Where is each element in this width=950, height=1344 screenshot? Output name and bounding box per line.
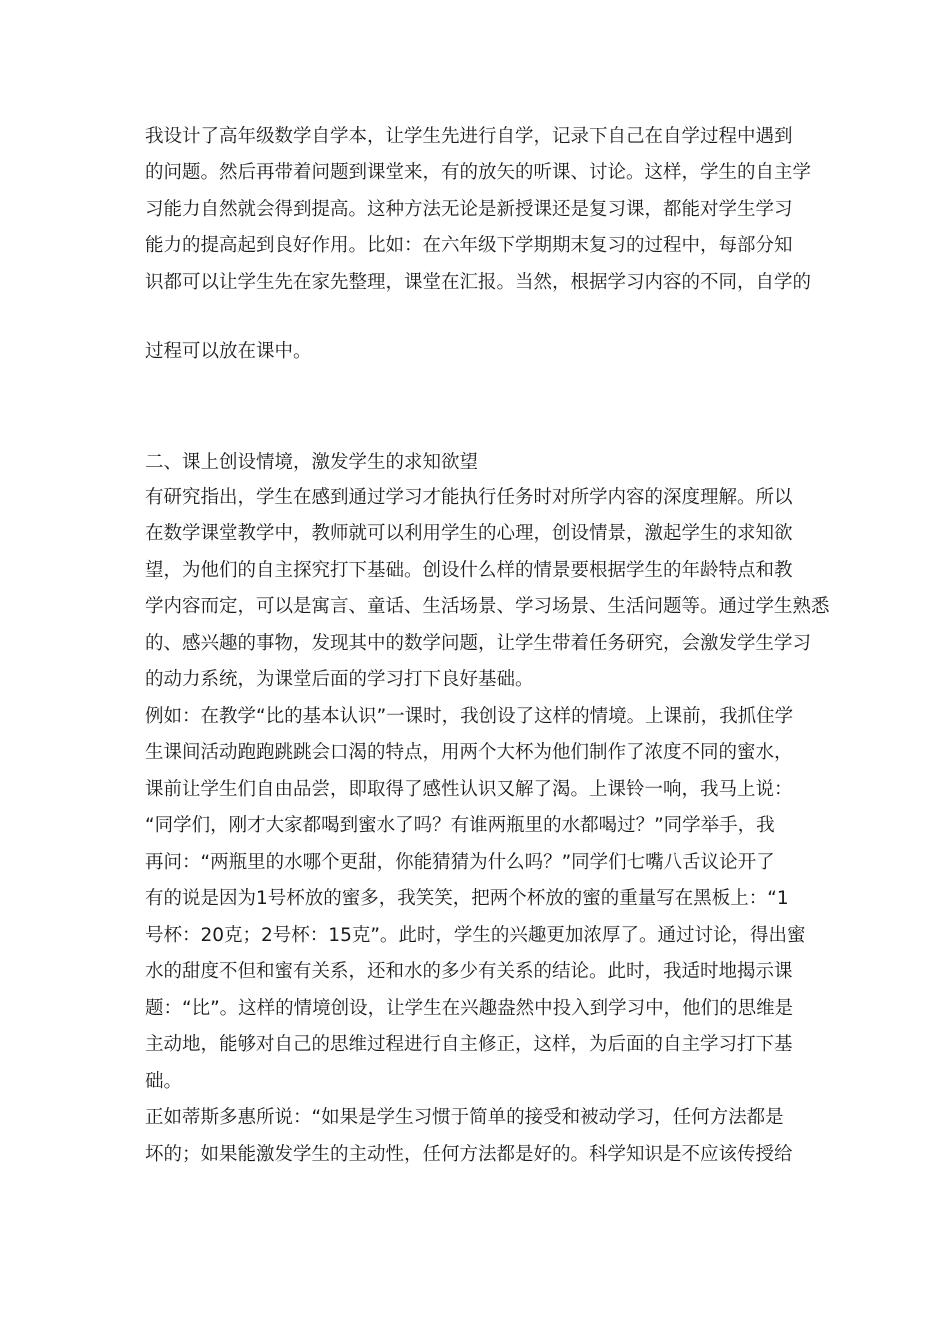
paragraph-line: 我设计了高年级数学自学本，让学生先进行自学，记录下自己在自学过程中遇到 — [145, 126, 793, 147]
paragraph-line: 号杯：20克；2号杯：15克”。此时，学生的兴趣更加浓厚了。通过讨论，得出蜜 — [145, 925, 806, 946]
paragraph-line: 有的说是因为1号杯放的蜜多，我笑笑，把两个杯放的蜜的重量写在黑板上：“1 — [145, 888, 789, 909]
paragraph-line: 在数学课堂教学中，教师就可以利用学生的心理，创设情景，激起学生的求知欲 — [145, 523, 793, 544]
paragraph-line: 础。 — [145, 1071, 183, 1092]
paragraph-line: “同学们，刚才大家都喝到蜜水了吗？有谁两瓶里的水都喝过？”同学举手，我 — [145, 815, 775, 836]
paragraph-line: 坏的；如果能激发学生的主动性，任何方法都是好的。科学知识是不应该传授给 — [145, 1144, 793, 1165]
paragraph-line: 课前让学生们自由品尝，即取得了感性认识又解了渴。上课铃一响，我马上说： — [145, 779, 793, 800]
paragraph-line: 主动地，能够对自己的思维过程进行自主修正，这样，为后面的自主学习打下基 — [145, 1034, 793, 1055]
paragraph-line: 的问题。然后再带着问题到课堂来，有的放矢的听课、讨论。这样，学生的自主学 — [145, 162, 812, 183]
paragraph-line: 水的甜度不但和蜜有关系，还和水的多少有关系的结论。此时，我适时地揭示课 — [145, 961, 793, 982]
paragraph-line: 再问：“两瓶里的水哪个更甜，你能猜猜为什么吗？”同学们七嘴八舌议论开了 — [145, 852, 775, 873]
section-heading: 二、课上创设情境，激发学生的求知欲望 — [145, 452, 479, 473]
paragraph-line: 题：“比”。这样的情境创设，让学生在兴趣盎然中投入到学习中，他们的思维是 — [145, 998, 794, 1019]
paragraph-line: 生课间活动跑跑跳跳会口渴的特点，用两个大杯为他们制作了浓度不同的蜜水， — [145, 742, 793, 763]
paragraph-line: 的、感兴趣的事物，发现其中的数学问题，让学生带着任务研究，会激发学生学习 — [145, 633, 812, 654]
paragraph-line: 习能力自然就会得到提高。这种方法无论是新授课还是复习课，都能对学生学习 — [145, 199, 793, 220]
paragraph-line: 能力的提高起到良好作用。比如：在六年级下学期期末复习的过程中，每部分知 — [145, 235, 793, 256]
paragraph-line: 望，为他们的自主探究打下基础。创设什么样的情景要根据学生的年龄特点和教 — [145, 560, 793, 581]
paragraph-line: 的动力系统，为课堂后面的学习打下良好基础。 — [145, 669, 534, 690]
paragraph-line: 过程可以放在课中。 — [145, 341, 312, 362]
paragraph-line: 正如蒂斯多惠所说：“如果是学生习惯于简单的接受和被动学习，任何方法都是 — [145, 1107, 784, 1128]
paragraph-line: 识都可以让学生先在家先整理，课堂在汇报。当然，根据学习内容的不同，自学的 — [145, 272, 812, 293]
paragraph-line: 例如：在教学“比的基本认识”一课时，我创设了这样的情境。上课前，我抓住学 — [145, 706, 794, 727]
paragraph-line: 有研究指出，学生在感到通过学习才能执行任务时对所学内容的深度理解。所以 — [145, 487, 793, 508]
paragraph-line: 学内容而定，可以是寓言、童话、生活场景、学习场景、生活问题等。通过学生熟悉 — [145, 596, 830, 617]
